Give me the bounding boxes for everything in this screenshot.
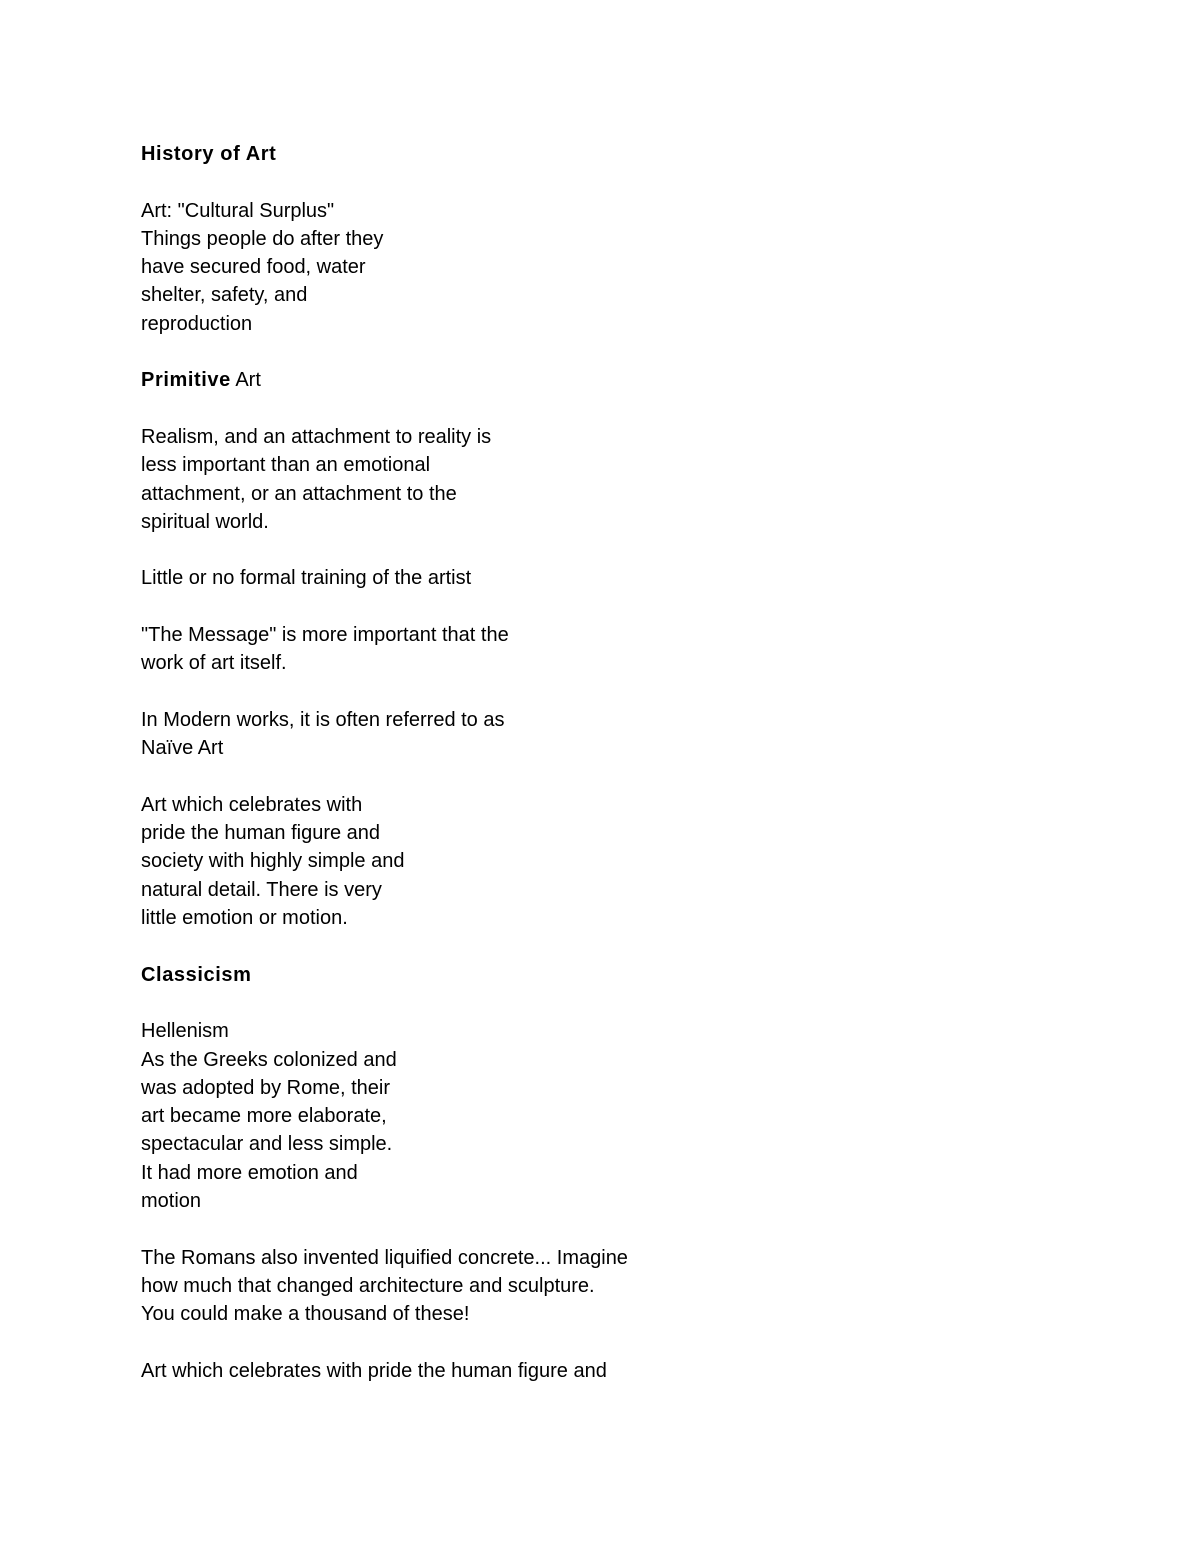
classicism-paragraph-2: The Romans also invented liquified concrete... Imagine how much that changed architecture and sculpture. You could make a thousand of these! [141, 1246, 628, 1326]
primitive-paragraph-1: Realism, and an attachment to reality is less important than an emotional attachment, or an attachment to the spiritual world. [141, 425, 492, 533]
page-title: History of Art [141, 143, 277, 165]
primitive-paragraph-2: Little or no formal training of the artist [141, 567, 472, 590]
classicism-paragraph-1: Hellenism As the Greeks colonized and was adopted by Rome, their art became more elaborate, spectacular and less simple. It had more emotion and motion [141, 1020, 397, 1212]
section-heading-classicism: Classicism [141, 963, 252, 986]
document-body [141, 140, 1101, 1413]
primitive-paragraph-5: Art which celebrates with pride the human figure and society with highly simple and natural detail. There is very little emotion or motion. [141, 793, 405, 930]
section-heading-primitive-rest: Art [230, 369, 261, 392]
section-heading-primitive-bold: Primitive [141, 369, 231, 392]
primitive-paragraph-4: In Modern works, it is often referred to as Naïve Art [141, 708, 505, 760]
primitive-paragraph-3: "The Message" is more important that the work of art itself. [141, 624, 509, 675]
classicism-paragraph-3: Art which celebrates with pride the human figure and [141, 1359, 607, 1382]
section-heading-primitive [141, 366, 1101, 394]
intro-paragraph: Art: "Cultural Surplus" Things people do after they have secured food, water shelter, safety, and reproduction [141, 199, 384, 335]
